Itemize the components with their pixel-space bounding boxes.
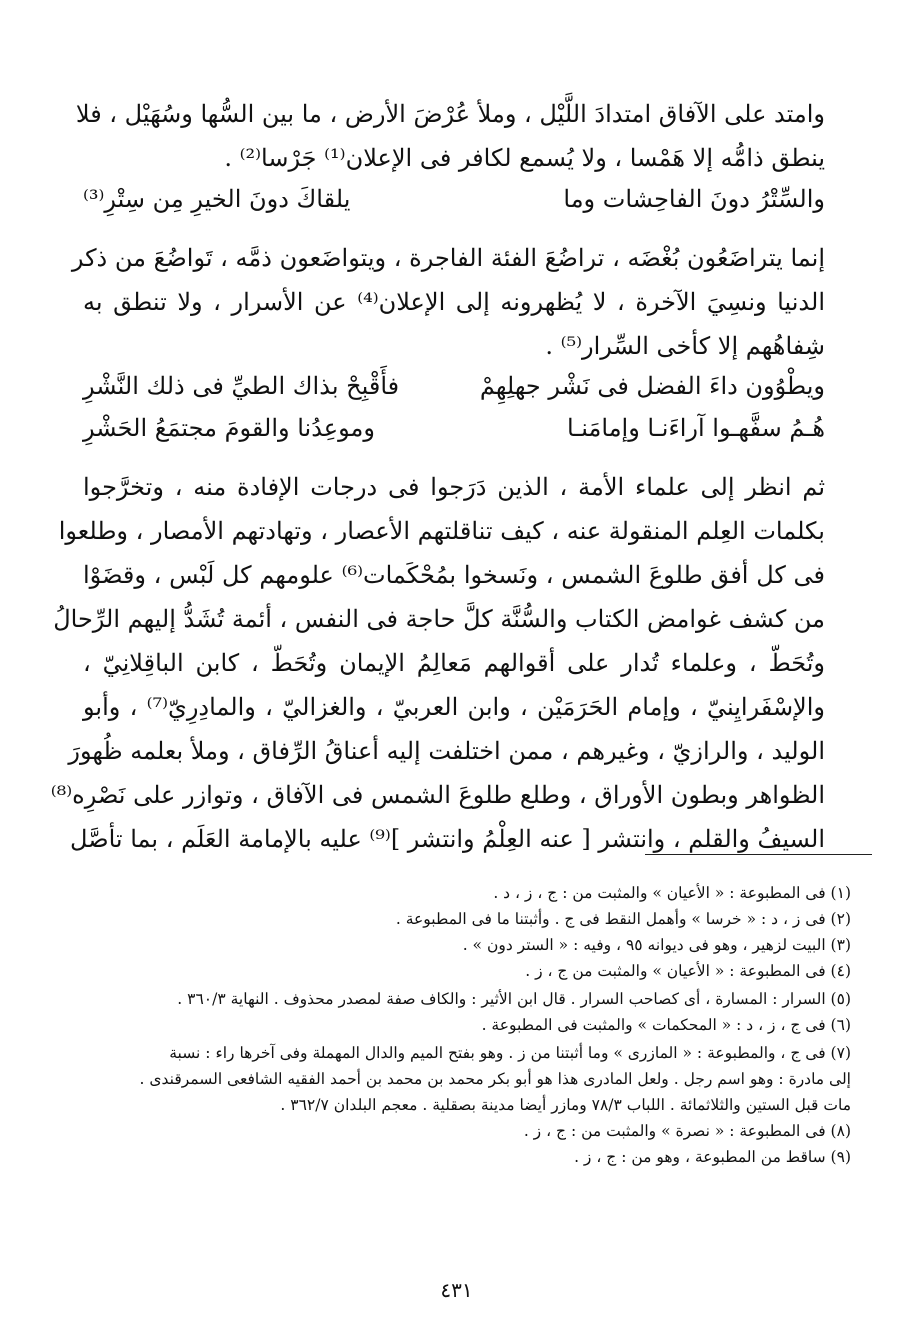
footnote-9: (٩) ساقط من المطبوعة ، وهو من : ج ، ز . — [574, 1148, 851, 1166]
footnote-1: (١) فى المطبوعة : « الأعيان » والمثبت من : ج ، ز ، د . — [493, 884, 851, 902]
verse-hemistich-right: ويطْوُون داءَ الفضل فى نَشْر جهلِهِمْ — [479, 372, 825, 400]
verse-2-line-1 — [83, 365, 825, 407]
text-line: وتُحَطّ ، وعلماء تُدار على أقوالهم مَعالِمُ الإيمان وتُحَطّ ، كابن الباقِلانِيّ ، — [83, 649, 825, 677]
text-line: شِفاهُهم إلا كأخى السِّرار⁽⁵⁾ . — [545, 332, 825, 360]
text-line: الدنيا ونسِيَ الآخرة ، لا يُظهرونه إلى الإعلان⁽⁴⁾ عن الأسرار ، ولا تنطق به — [83, 288, 825, 316]
text-line: ثم انظر إلى علماء الأمة ، الذين دَرَجوا فى درجات الإفادة منه ، وتخرَّجوا — [83, 473, 825, 501]
verse-hemistich-right: والسِّتْرُ دونَ الفاحِشات وما — [563, 185, 825, 213]
text-line: السيفُ والقلم ، وانتشر [ عنه العِلْمُ وانتشر ]⁽⁹⁾ عليه بالإمامة العَلَم ، بما تأصَّل — [70, 825, 825, 853]
text-line: ينطق ذامُّه إلا هَمْسا ، ولا يُسمع لكافر فى الإعلان⁽¹⁾ جَرْسا⁽²⁾ . — [224, 144, 825, 172]
verse-2-line-2 — [83, 407, 825, 449]
footnote-5: (٥) السرار : المسارة ، أى كصاحب السرار . قال ابن الأثير : والكاف صفة لمصدر محذوف . النهاية ٣٦٠/٣ . — [177, 990, 851, 1008]
paragraph-3 — [50, 465, 825, 861]
text-line: والإسْفَرايِنيّ ، وإمام الحَرَمَيْن ، وابن العربيّ ، والغزاليّ ، والمادِرِيّ⁽⁷⁾ ، وأبو — [83, 693, 825, 721]
paragraph-2 — [71, 236, 825, 368]
footnote-6: (٦) فى ج ، ز ، د : « المحكمات » والمثبت فى المطبوعة . — [481, 1016, 851, 1034]
footnote-8: (٨) فى المطبوعة : « نصرة » والمثبت من : ج ، ز . — [523, 1122, 851, 1140]
footnote-2: (٢) فى ز ، د : « خرسا » وأهمل النقط فى ج . وأثبتنا ما فى المطبوعة . — [395, 910, 851, 928]
verse-hemistich-right: هُـمُ سفَّهـوا آراءَنـا وإمامَنـا — [566, 414, 825, 442]
text-line: من كشف غوامض الكتاب والسُّنَّة كلَّ حاجة فى النفس ، أئمة تُشَدُّ إليهم الرِّحالُ — [53, 605, 825, 633]
text-line: الظواهر وبطون الأوراق ، وطلع طلوعَ الشمس فى الآفاق ، وتوازر على نَصْرِه⁽⁸⁾ — [50, 781, 825, 809]
text-line: بكلمات العِلم المنقولة عنه ، كيف تناقلتهم الأعصار ، وتهادتهم الأمصار ، وطلعوا — [58, 517, 825, 545]
footnote-7: (٧) فى ج ، والمطبوعة : « المازرى » وما أثبتنا من ز . وهو بفتح الميم والدال المهملة وفى آخرها راء : نسبة — [169, 1044, 851, 1062]
verse-1 — [83, 178, 825, 220]
footnote-separator — [645, 854, 872, 855]
footnote-7-cont: إلى مادرة : وهو اسم رجل . ولعل المادرى هذا هو أبو بكر محمد بن محمد بن أحمد الفقيه الشافعى السمرقندى . — [139, 1070, 851, 1088]
verse-hemistich-left: يلقاكَ دونَ الخيرِ مِن سِتْرِ⁽³⁾ — [83, 185, 351, 213]
text-line: وامتد على الآفاق امتدادَ اللَّيْل ، وملأ عُرْضَ الأرض ، ما بين السُّها وسُهَيْل ، فلا — [75, 100, 825, 128]
text-line: إنما يتراضَعُون بُغْضَه ، تراضُعَ الفئة الفاجرة ، ويتواضَعون ذمَّه ، تَواضُعَ من ذكر — [71, 244, 825, 272]
text-line: فى كل أفق طلوعَ الشمس ، ونَسخوا بمُحْكَمات⁽⁶⁾ علومهم كل لَبْس ، وقضَوْا — [83, 561, 825, 589]
text-line: الوليد ، والرازيّ ، وغيرهم ، ممن اختلفت إليه أعناقُ الرِّفاق ، وملأ بعلمه ظُهورَ — [68, 737, 825, 765]
paragraph-1 — [75, 92, 825, 180]
page-number: ٤٣١ — [440, 1278, 473, 1302]
verse-hemistich-left: وموعِدُنا والقومَ مجتمَعُ الحَشْرِ — [83, 414, 375, 442]
footnote-3: (٣) البيت لزهير ، وهو فى ديوانه ٩٥ ، وفيه : « الستر دون » . — [462, 936, 851, 954]
footnote-7-cont: مات قبل الستين والثلاثمائة . اللباب ٧٨/٣ ومازر أيضا مدينة بصقلية . معجم البلدان ٣٦٢/٧ . — [280, 1096, 851, 1114]
footnote-4: (٤) فى المطبوعة : « الأعيان » والمثبت من ج ، ز . — [525, 962, 851, 980]
verse-hemistich-left: فأَقْبِحْ بذاك الطيِّ فى ذلك النَّشْرِ — [83, 372, 400, 400]
